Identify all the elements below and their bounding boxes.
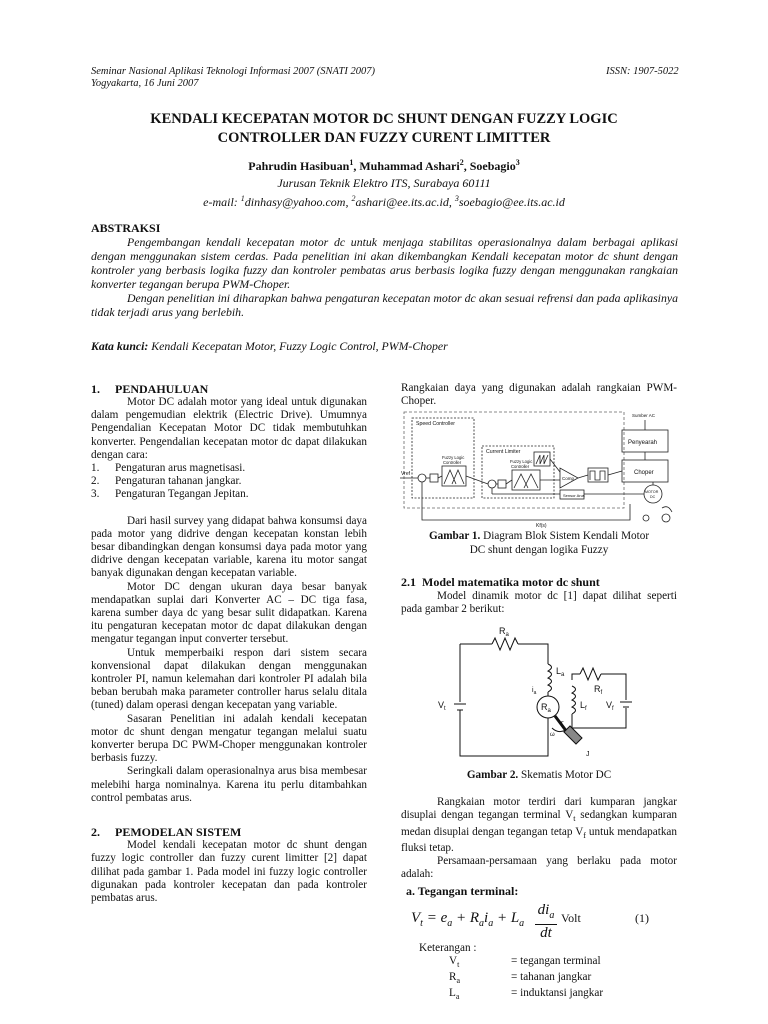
figure-2-caption-text: Skematis Motor DC — [518, 769, 612, 781]
fig1-comp: Comp — [562, 476, 575, 481]
keywords — [91, 339, 448, 354]
keywords-text: Kendali Kecepatan Motor, Fuzzy Logic Control, PWM-Choper — [148, 339, 448, 353]
legend-block — [419, 942, 669, 1004]
section-1-title: PENDAHULUAN — [115, 382, 209, 396]
right-p2-sub-a: t — [573, 814, 576, 824]
fig1-speed-controller-label: Speed Controller — [416, 421, 455, 427]
fig1-kf: Kf(s) — [536, 523, 547, 529]
sawtooth-icon — [536, 455, 548, 464]
legend-symbol: L — [449, 987, 456, 1000]
abstract-p2: Dengan penelitian ini diharapkan bahwa pengaturan kecepatan motor dc akan sesuai refrensi dan pada aplikasinya tidak terjadi arus yang berlebih. — [91, 291, 678, 319]
fig2-vt-label: $V_t$ — [438, 700, 446, 712]
figure-1-caption-label: Gambar 1. — [428, 530, 481, 542]
armature-resistor — [492, 638, 518, 650]
fuzzy-membership-icon-1 — [444, 470, 464, 484]
legend-description: = induktansi jangkar — [511, 987, 604, 1000]
summing-junction-1 — [418, 474, 426, 482]
integrator-block-1 — [430, 474, 438, 482]
section-1-heading — [91, 382, 367, 396]
author-3-sup: 3 — [515, 158, 520, 167]
list-text: Pengaturan tahanan jangkar. — [115, 475, 242, 488]
fig1-sensor-arus: Sensor Arus — [563, 493, 585, 498]
fig2-la-label: $L_a$ — [556, 666, 565, 678]
legend-description: = tegangan terminal — [511, 955, 601, 967]
figure-1-caption-line1: Diagram Blok Sistem Kendali Motor — [480, 530, 650, 542]
fig2-ea-label: $R_a$ — [541, 702, 551, 714]
fig2-omega-label: ω — [550, 732, 555, 738]
section-1-number: 1. — [91, 382, 100, 396]
list-text: Pengaturan arus magnetisasi. — [115, 462, 246, 475]
abstract-p1: Pengembangan kendali kecepatan motor dc untuk menjaga stabilitas operasionalnya dalam berbagai aplikasi dengan menggunakan sistem cerdas. Pada penelitian ini akan dikembangkan Kendali kecepatan motor dc shunt dengan kontroler yang berbasis logika fuzzy dan kontroler pembatas arus berbasis logika fuzzy dengan menggunakan rangkaian konverter tegangan berupa PWM-Choper. — [91, 235, 678, 291]
left-p6: Seringkali dalam operasionalnya arus bisa membesar melebihi harga nominalnya. Karena itu perlu ditambahkan control pembatas arus. — [91, 765, 367, 804]
motor-symbol — [644, 485, 662, 503]
email-3[interactable]: soebagio@ee.its.ac.id — [458, 195, 565, 209]
legend-row — [419, 987, 669, 1003]
figure-2-caption — [401, 769, 677, 783]
figure-1-caption — [401, 530, 677, 557]
email-line — [40, 191, 728, 210]
section-2-1-heading — [401, 575, 600, 589]
figure-1-caption-line2: DC shunt dengan logika Fuzzy — [469, 543, 609, 556]
list-item — [91, 488, 367, 501]
load-symbol — [662, 514, 670, 522]
equation-1-unit: Volt — [561, 911, 581, 925]
fig2-vf-label: $V_f$ — [606, 700, 614, 712]
left-p2: Dari hasil survey yang didapat bahwa konsumsi daya pada motor yang didrive dengan kecepatan konstan lebih besar dibandingkan dengan konsumsi daya pada motor yang didrive dengan kecepatan variable, karena itu motor sangat banyak digunakan dengan kecepatan variable. — [91, 514, 367, 580]
figure-1-block-diagram — [400, 408, 678, 530]
left-column — [91, 382, 367, 905]
email-1-sup: 1 — [240, 194, 245, 203]
abstract-heading: ABSTRAKSI — [91, 221, 161, 235]
fuzzy-membership-icon-2 — [514, 474, 538, 488]
armature-inductor — [548, 664, 552, 692]
field-resistor — [580, 668, 601, 680]
subsection-a-heading: a. Tegangan terminal: — [406, 884, 519, 898]
legend-row — [419, 971, 669, 987]
legend-symbol: V — [449, 955, 458, 967]
pwm-waveform-icon — [590, 471, 605, 480]
author-3: , Soebagio — [463, 159, 516, 173]
equation-1: $V_t = e_a + R_ai_a + L_a$ $di_a$ dt Volt (1) — [411, 902, 649, 941]
list-number: 2. — [91, 475, 100, 488]
running-header-location: Yogyakarta, 16 Juni 2007 — [91, 78, 199, 89]
fig1-fuzzy-logic-1: Fuzzy Logic — [442, 455, 465, 460]
figure-2-motor-schematic — [430, 624, 650, 762]
email-2[interactable]: ashari@ee.its.ac.id, — [355, 195, 455, 209]
list-number: 1. — [91, 462, 100, 475]
list-number: 3. — [91, 488, 100, 501]
field-inductor — [572, 686, 576, 714]
fig2-j-label: J — [586, 751, 590, 758]
left-p4: Untuk memperbaiki respon dari sistem secara konvensional dapat dilakukan dengan menggunakan kontroler PI, namun kelemahan dari kontroler PI adalah bila beban berubah maka parameter controller harus selalu ditala (tuned) dalam operasi dengan kecepatan yang variable. — [91, 646, 367, 712]
author-2: , Muhammad Ashari — [353, 159, 460, 173]
fig2-lf-label: $L_f$ — [580, 700, 587, 712]
author-1-sup: 1 — [349, 158, 354, 167]
legend-row — [419, 955, 669, 971]
paper-title — [40, 110, 728, 148]
method-list — [91, 462, 367, 502]
email-2-sup: 2 — [351, 194, 356, 203]
author-1: Pahrudin Hasibuan — [248, 159, 350, 173]
title-line-2: CONTROLLER DAN FUZZY CURENT LIMITTER — [217, 130, 551, 146]
fig2-rf-label: $R_f$ — [594, 684, 603, 696]
abstract-body — [91, 235, 678, 319]
email-1[interactable]: dinhasy@yahoo.com, — [244, 195, 352, 209]
tacho-generator — [643, 515, 649, 521]
section-2-title: PEMODELAN SISTEM — [115, 825, 242, 840]
right-p2 — [401, 796, 677, 855]
running-header-issn: ISSN: 1907-5022 — [606, 66, 679, 77]
fig1-motor: MOTOR — [645, 490, 659, 494]
right-p2-part-c: untuk mendapatkan fluksi tetap. — [401, 825, 677, 855]
fig1-penyearah: Penyearah — [628, 440, 658, 446]
email-prefix: e-mail: — [203, 195, 241, 209]
right-p1-block — [401, 590, 677, 616]
fuzzy-block-2 — [512, 470, 540, 490]
section-2-number: 2. — [91, 825, 100, 840]
fig2-ia-label: $i_a$ — [532, 687, 537, 696]
fig1-controller-1: Controller — [443, 460, 462, 465]
author-list — [40, 158, 728, 174]
integrator-block-2 — [498, 480, 506, 488]
load-inertia — [564, 726, 582, 744]
left-p3: Motor DC dengan ukuran daya besar banyak mendapatkan suplai dari Konverter AC – DC tiga fasa, karena sumber daya dc yang besar sulit didapatkan. Karena itu pengaturan kecepatan motor dc dapat dilakukan dengan mengatur tegangan input converter tersebut. — [91, 580, 367, 646]
keywords-label: Kata kunci: — [91, 339, 149, 353]
right-body — [401, 796, 677, 882]
section-2-1-title: Model matematika motor dc shunt — [422, 575, 600, 589]
right-p3: Persamaan-persamaan yang berlaku pada motor adalah: — [401, 855, 677, 881]
right-p1: Model dinamik motor dc [1] dapat dilihat seperti pada gambar 2 berikut: — [401, 590, 677, 616]
title-line-1: KENDALI KECEPATAN MOTOR DC SHUNT DENGAN FUZZY LOGIC — [150, 111, 618, 127]
right-p2-part-a: Rangkaian motor terdiri dari kumparan jangkar disuplai dengan tegangan terminal V — [401, 796, 677, 822]
fig1-vref: Vref — [401, 471, 410, 477]
legend-description: = tahanan jangkar — [511, 971, 592, 984]
fig1-motor-dc: DC — [650, 495, 656, 499]
left-p1: Motor DC adalah motor yang ideal untuk digunakan dalam pengemudian elektrik (Electric Drive). Umumnya Pengendalian Kecepatan Motor DC tidak membutuhkan konverter. Pengendalian kecepatan motor dc dapat dilakukan dengan cara: — [91, 396, 367, 461]
list-item — [91, 475, 367, 488]
left-p5: Sasaran Penelitian ini adalah kendali kecepatan motor dc shunt dengan mengatur tegangan melalui suatu konverter berupa DC PWM-Choper menggunakan kontroler berbasis fuzzy. — [91, 712, 367, 765]
right-p2-sub-b: f — [583, 830, 586, 840]
legend-subscript: a — [456, 976, 461, 986]
author-2-sup: 2 — [459, 158, 464, 167]
right-intro: Rangkaian daya yang digunakan adalah rangkaian PWM-Choper. — [401, 382, 677, 408]
section-2-heading — [91, 825, 367, 839]
affiliation: Jurusan Teknik Elektro ITS, Surabaya 60111 — [277, 176, 491, 190]
right-p2-part-b: sedangkan kumparan medan disuplai dengan tegangan tetap V — [401, 809, 677, 838]
speed-feedback-line — [422, 482, 630, 520]
email-3-sup: 3 — [454, 194, 459, 203]
section-2-1-number: 2.1 — [401, 575, 416, 589]
legend-subscript: a — [455, 992, 460, 1002]
fig2-tl-label: T — [560, 722, 564, 728]
running-header-seminar: Seminar Nasional Aplikasi Teknologi Informasi 2007 (SNATI 2007) — [91, 66, 375, 77]
left-p7: Model kendali kecepatan motor dc shunt dengan fuzzy logic controller dan fuzzy curent limitter [2] dapat dilihat pada gambar 1. Pada model ini fuzzy logic controller digunakan pada kontroler kecepatan dan pada kontroler pembatas arus. — [91, 839, 367, 904]
fuzzy-block-1 — [442, 466, 466, 486]
fig1-controller-2: Controller — [511, 464, 530, 469]
summing-junction-2 — [488, 480, 496, 488]
list-item — [91, 462, 367, 475]
fig1-choper: Choper — [634, 470, 654, 476]
list-text: Pengaturan Tegangan Jepitan. — [115, 488, 249, 501]
figure-2-caption-label: Gambar 2. — [466, 769, 519, 781]
legend-heading: Keterangan : — [419, 942, 477, 954]
fig1-sumber-ac: Sumber AC — [632, 413, 656, 418]
legend-subscript: t — [457, 960, 460, 970]
legend-symbol: R — [449, 971, 457, 984]
equation-1-number: (1) — [635, 911, 649, 925]
fig1-current-limiter-label: Current Limiter — [486, 449, 521, 455]
fig2-ra-label: $R_a$ — [499, 626, 509, 638]
fig1-fuzzy-logic-2: Fuzzy Logic — [510, 459, 533, 464]
